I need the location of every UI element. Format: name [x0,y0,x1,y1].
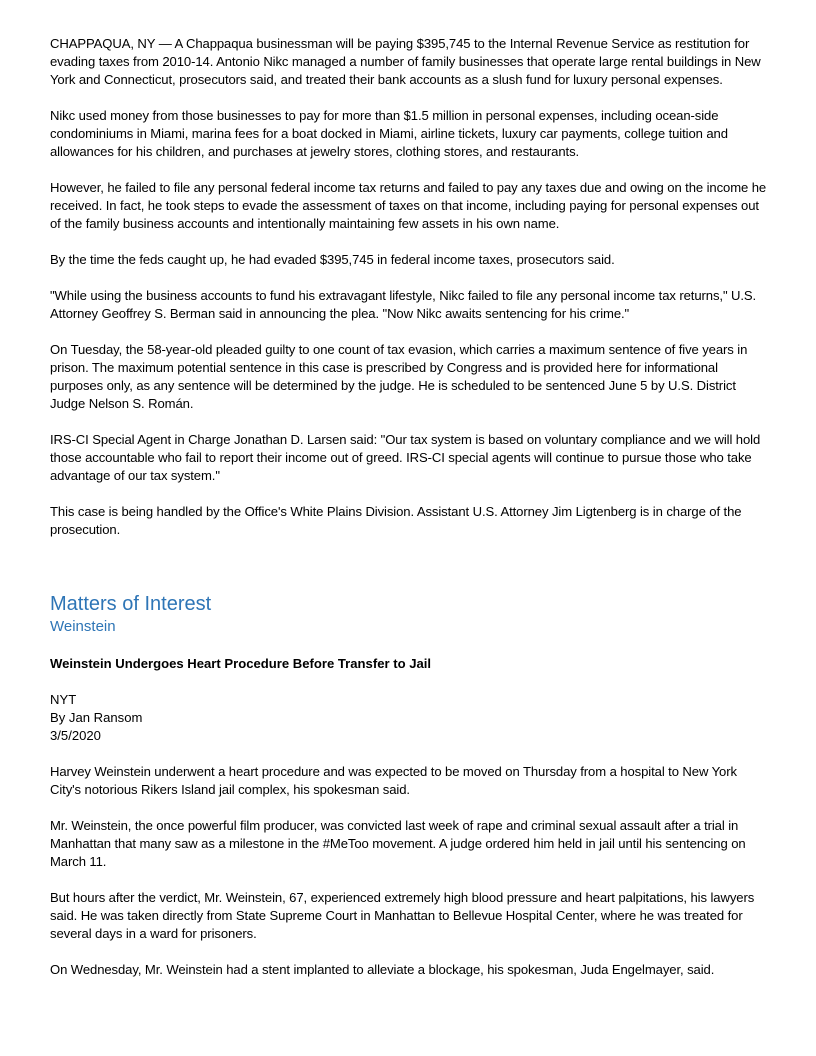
article-paragraph: By the time the feds caught up, he had evaded $395,745 in federal income taxes, prosecutors said. [50,252,615,267]
document-page [50,35,770,997]
article-paragraph: "While using the business accounts to fund his extravagant lifestyle, Nikc failed to file any personal income tax returns," U.S. Attorney Geoffrey S. Berman said in announcing the plea. "Now Nikc awaits sentencing for his crime." [50,288,757,321]
article-paragraph: Mr. Weinstein, the once powerful film producer, was convicted last week of rape and criminal sexual assault after a trial in Manhattan that many saw as a milestone in the #MeToo movement. A judge ordered him held in jail until his sentencing on March 11. [50,818,746,869]
article-byline: By Jan Ransom [50,710,143,725]
article-paragraph: Nikc used money from those businesses to pay for more than $1.5 million in personal expenses, including ocean-side condominiums in Miami, marina fees for a boat docked in Miami, airline tickets, luxury car payments, college tuition and allowances for his children, and purchases at jewelry stores, clothing stores, and restaurants. [50,108,728,159]
article-paragraph: CHAPPAQUA, NY — A Chappaqua businessman will be paying $395,745 to the Internal Revenue Service as restitution for evading taxes from 2010-14. Antonio Nikc managed a number of family businesses that operate large rental buildings in New York and Connecticut, prosecutors said, and treated their bank accounts as a slush fund for luxury personal expenses. [50,36,761,87]
section-subheading: Weinstein [50,618,116,635]
article-paragraph: This case is being handled by the Office's White Plains Division. Assistant U.S. Attorney Jim Ligtenberg is in charge of the prosecution. [50,504,742,537]
article-paragraph: On Wednesday, Mr. Weinstein had a stent implanted to alleviate a blockage, his spokesman, Juda Engelmayer, said. [50,962,715,977]
article-weinstein [50,655,770,979]
article-source: NYT [50,692,77,707]
article-title: Weinstein Undergoes Heart Procedure Before Transfer to Jail [50,656,432,671]
article-date: 3/5/2020 [50,728,101,743]
article-paragraph: On Tuesday, the 58-year-old pleaded guilty to one count of tax evasion, which carries a maximum sentence of five years in prison. The maximum potential sentence in this case is prescribed by Congress and is provided here for informational purposes only, as any sentence will be determined by the judge. He is scheduled to be sentenced June 5 by U.S. District Judge Nelson S. Román. [50,342,748,411]
article-paragraph: IRS-CI Special Agent in Charge Jonathan D. Larsen said: "Our tax system is based on voluntary compliance and we will hold those accountable who fail to report their income out of greed. IRS-CI special agents will continue to pursue those who take advantage of our tax system." [50,432,761,483]
section-heading: Matters of Interest [50,593,212,615]
article-tax-evasion [50,35,770,539]
article-paragraph: Harvey Weinstein underwent a heart procedure and was expected to be moved on Thursday from a hospital to New York City's notorious Rikers Island jail complex, his spokesman said. [50,764,737,797]
article-meta [50,691,770,745]
article-paragraph: But hours after the verdict, Mr. Weinstein, 67, experienced extremely high blood pressure and heart palpitations, his lawyers said. He was taken directly from State Supreme Court in Manhattan to Bellevue Hospital Center, where he was treated for several days in a ward for prisoners. [50,890,755,941]
article-paragraph: However, he failed to file any personal federal income tax returns and failed to pay any taxes due and owing on the income he received. In fact, he took steps to evade the assessment of taxes on that income, including paying for personal expenses out of the family business accounts and intentionally maintaining few assets in his own name. [50,180,767,231]
